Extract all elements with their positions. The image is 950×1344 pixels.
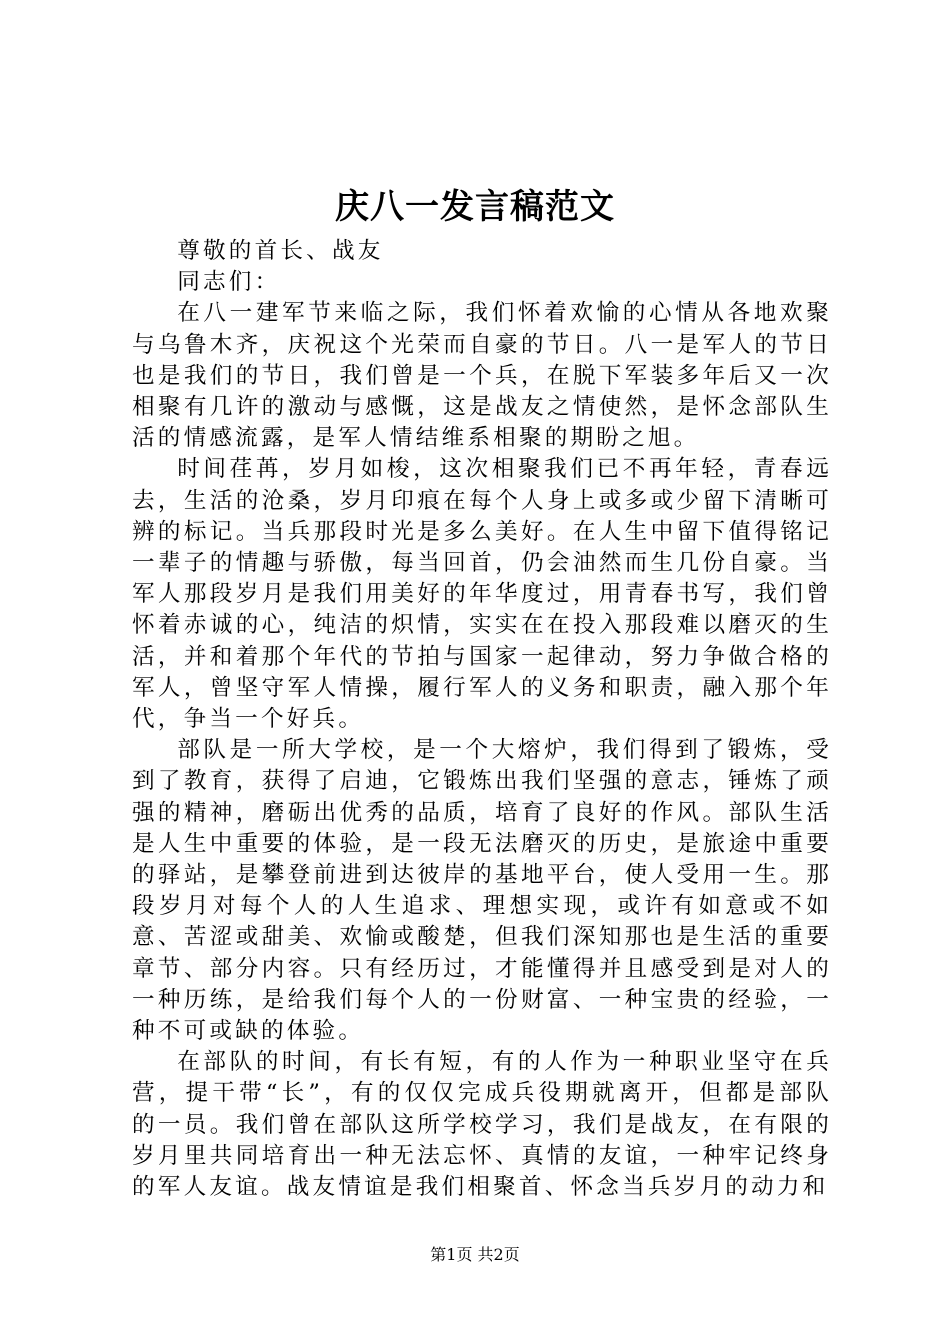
document-title: 庆八一发言稿范文 [335,187,615,227]
body-paragraph: 部队是一所大学校，是一个大熔炉，我们得到了锻炼，受到了教育，获得了启迪，它锻炼出我们坚强的意志，锤炼了顽强的精神，磨砺出优秀的品质，培育了良好的作风。部队生活是人生中重要的体验，是一段无法磨灭的历史，是旅途中重要的驿站，是攀登前进到达彼岸的基地平台，使人受用一生。那段岁月对每个人的人生追求、理想实现，或许有如意或不如意、苦涩或甜美、欢愉或酸楚，但我们深知那也是生活的重要章节、部分内容。只有经历过，才能懂得并且感受到是对人的一种历练，是给我们每个人的一份财富、一种宝贵的经验，一种不可或缺的体验。 [132,737,832,1045]
body-paragraph: 在八一建军节来临之际，我们怀着欢愉的心情从各地欢聚与乌鲁木齐，庆祝这个光荣而自豪的节日。八一是军人的节日也是我们的节日，我们曾是一个兵，在脱下军装多年后又一次相聚有几许的激动与感慨，这是战友之情使然，是怀念部队生活的情感流露，是军人情结维系相聚的期盼之旭。 [132,300,832,452]
page-number-footer: 第1页 共2页 [430,1245,520,1264]
body-paragraph: 时间荏苒，岁月如梭，这次相聚我们已不再年轻，青春远去，生活的沧桑，岁月印痕在每个人身上或多或少留下清晰可辨的标记。当兵那段时光是多么美好。在人生中留下值得铭记一辈子的情趣与骄傲，每当回首，仍会油然而生几份自豪。当军人那段岁月是我们用美好的年华度过，用青春书写，我们曾怀着赤诚的心，纯洁的炽情，实实在在投入那段难以磨灭的生活，并和着那个年代的节拍与国家一起律动，努力争做合格的军人，曾坚守军人情操，履行军人的义务和职责，融入那个年代，争当一个好兵。 [132,456,832,733]
body-paragraph: 在部队的时间，有长有短，有的人作为一种职业坚守在兵营，提干带“长”，有的仅仅完成兵役期就离开，但都是部队的一员。我们曾在部队这所学校学习，我们是战友，在有限的岁月里共同培育出一种无法忘怀、真情的友谊，一种牢记终身的军人友谊。战友情谊是我们相聚首、怀念当兵岁月的动力和 [132,1049,832,1201]
document-body [132,236,832,1203]
salutation-line: 尊敬的首长、战友 [177,238,384,264]
salutation-line: 同志们： [177,269,281,296]
